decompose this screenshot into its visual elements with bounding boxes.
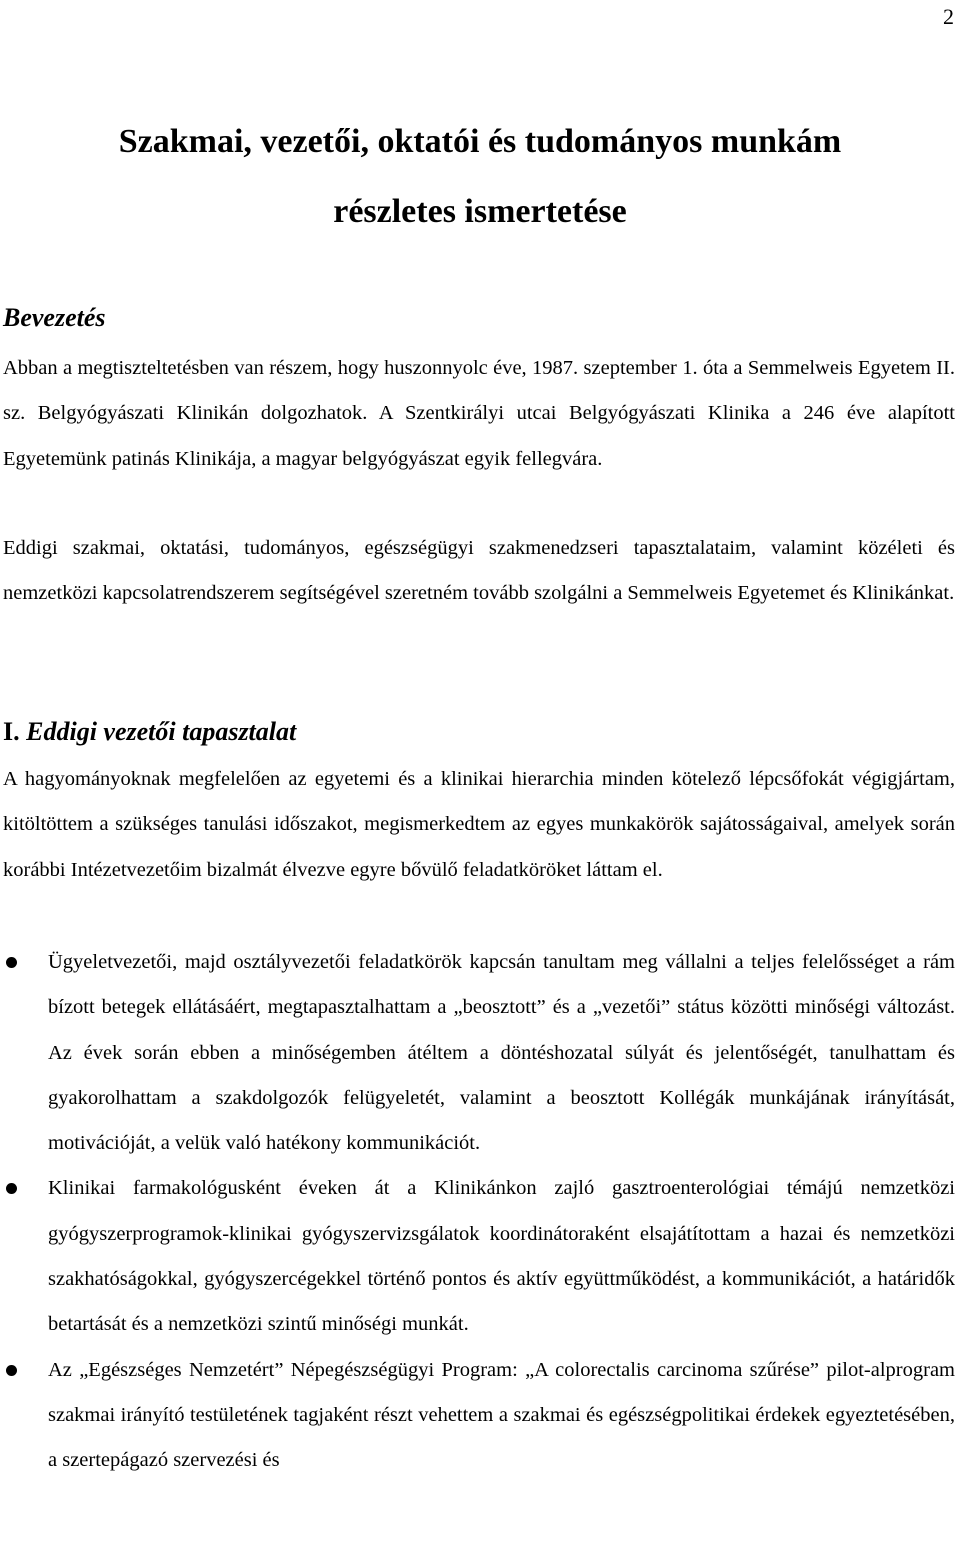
intro-paragraph-2: Eddigi szakmai, oktatási, tudományos, egészségügyi szakmenedzseri tapasztalataim, valamint közéleti és nemzetközi kapcsolatrendszerem segítségével szeretném tovább szolgálni a Semmelweis Egyetemet és Klinikánkat. <box>3 537 955 605</box>
section-1-paragraph: A hagyományoknak megfelelően az egyetemi és a klinikai hierarchia minden kötelező lépcsőfokát végigjártam, kitöltöttem a szükséges tanulási időszakot, megismerkedtem az egyes munkakörök sajátosságaival, amelyek során korábbi Intézetvezetőim bizalmát élvezve egyre bővülő feladatköröket láttam el. <box>3 768 955 881</box>
page-number: 2 <box>943 4 954 29</box>
bullet-item-1 <box>0 940 955 1166</box>
bullet-item-1-text: Ügyeletvezetői, majd osztályvezetői feladatkörök kapcsán tanultam meg vállalni a teljes felelősséget a rám bízott betegek ellátásáért, megtapasztalhattam a „beosztott” és a „vezetői” státus közötti minőségi változást. Az évek során ebben a minőségemben átéltem a döntéshozatal súlyát és jelentőségét, tanulhattam és gyakorolhattam a szakdolgozók felügyeletét, valamint a beosztott Kollégák munkájának irányítását, motivációját, a velük való hatékony kommunikációt. <box>48 951 955 1155</box>
page-title-line-2: részletes ismertetése <box>333 193 627 230</box>
bullet-item-3 <box>0 1348 955 1484</box>
bullet-item-3-text: Az „Egészséges Nemzetért” Népegészségügyi Program: „A colorectalis carcinoma szűrése” pilot-alprogram szakmai irányító testületének tagjaként részt vehettem a szakmai és egészségpolitikai érdekek egyeztetésében, a szertерágazó szervezési és <box>48 1358 955 1472</box>
page-title-line-1: Szakmai, vezetői, oktatói és tudományos munkám <box>118 123 842 160</box>
section-1-heading <box>3 716 296 748</box>
bullet-item-2-text: Klinikai farmakológusként éveken át a Klinikánkon zajló gasztroenterológiai témájú nemzetközi gyógyszerprogramok-klinikai gyógyszervizsgálatok koordinátoraként elsajátítottam a hazai és nemzetközi szakhatóságokkal, gyógyszercégekkel történő pontos és aktív együttműködést, a kommunikációt, a határidők betartását és a nemzetközi szintű minőségi munkát. <box>48 1177 955 1336</box>
intro-paragraph-1: Abban a megtiszteltetésben van részem, hogy huszonnyolc éve, 1987. szeptember 1. óta a Semmelweis Egyetem II. sz. Belgyógyászati Klinikán dolgozhatok. A Szentkirályi utcai Belgyógyászati Klinika a 246 éve alapított Egyetemünk patinás Klinikája, a magyar belgyógyászat egyik fellegvára. <box>3 357 955 470</box>
intro-heading: Bevezetés <box>3 303 106 332</box>
bullet-icon <box>6 1183 17 1194</box>
bullet-item-2 <box>0 1166 955 1347</box>
section-1-heading-text: Eddigi vezetői tapasztalat <box>26 717 297 746</box>
bullet-icon <box>6 1365 17 1376</box>
section-1-bullet-list <box>0 940 960 1484</box>
bullet-icon <box>6 957 17 968</box>
section-1-roman-numeral: I. <box>3 717 20 746</box>
